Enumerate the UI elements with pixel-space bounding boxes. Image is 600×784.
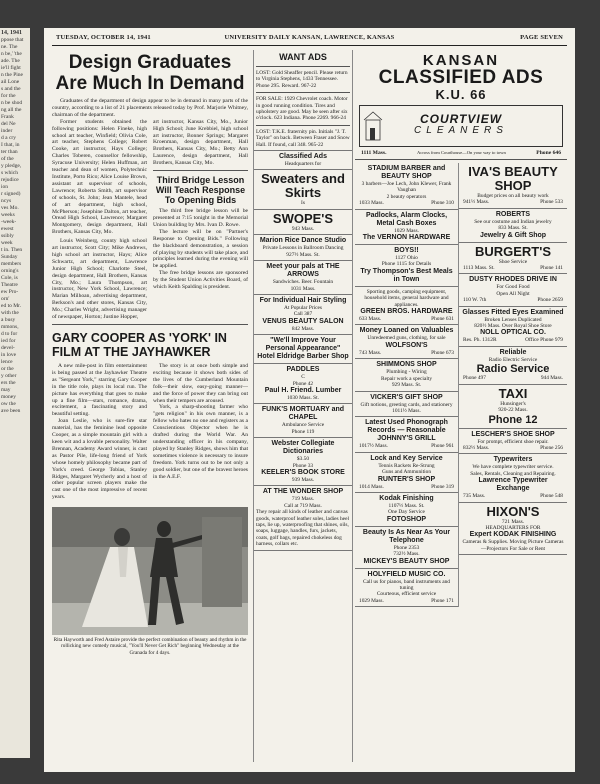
adjacent-page-line: s which xyxy=(1,170,18,176)
display-ad xyxy=(355,569,458,608)
ad-address-phone-row xyxy=(461,493,565,499)
display-ad xyxy=(355,245,458,287)
ad-s2: 732½ Mass. xyxy=(393,551,420,558)
ad-s3: 842 Mass. xyxy=(291,325,315,332)
adjacent-page-line: ng all the xyxy=(1,107,22,113)
ad-s2: 2 beauty operators xyxy=(386,193,427,200)
display-ad xyxy=(355,210,458,245)
adjacent-page-line: t in. Then xyxy=(1,247,23,253)
ad-s2: Courteous, efficient service xyxy=(376,591,437,598)
adjacent-page-line: weeks xyxy=(1,212,15,218)
adjacent-page-line: may xyxy=(1,387,11,393)
adjacent-page-line: in love xyxy=(1,352,17,358)
ad-r2: Phone 2659 xyxy=(537,297,563,304)
display-ad xyxy=(355,359,458,391)
ad-s: C xyxy=(301,374,305,381)
ad-t2: KEELER'S BOOK STORE xyxy=(261,468,345,476)
ad-s2: 833 Mass. St. xyxy=(498,225,528,232)
courtview-address: 1111 Mass. xyxy=(361,150,387,156)
ad-r1: 832½ Mass. xyxy=(463,444,490,451)
ad-s2: 927½ Mass. St. xyxy=(286,251,320,258)
adjacent-page-line: Theatre xyxy=(1,282,18,288)
article2-p3: The free bridge lessons are sponsored by the Student Union Activities Board, of which Keith Spalding is president. xyxy=(153,270,248,291)
ad-t: TAXI xyxy=(498,385,528,401)
ad-s: $3.50 xyxy=(296,456,310,463)
ad-s: At Popular Prices xyxy=(283,304,323,311)
display-ad xyxy=(355,493,458,527)
ad-s2: 820½ Mass. Over Royal Shoe Store xyxy=(474,323,552,330)
adjacent-page-line: with the xyxy=(1,310,19,316)
ad-r2: 944 Mass. xyxy=(540,375,563,382)
article2-headline: Third Bridge Lesson Will Teach Response To Opening Bids xyxy=(155,175,246,206)
article3-headline: GARY COOPER AS 'YORK' IN FILM AT THE JAYHAWKER xyxy=(52,331,227,359)
ad-t: ROBERTS xyxy=(495,210,531,218)
article1-columns xyxy=(52,119,248,321)
masthead-paper: UNIVERSITY DAILY KANSAN, LAWRENCE, KANSAS xyxy=(224,34,395,41)
ad-s: Sandwiches. Beer. Fountain xyxy=(272,279,334,286)
ad-address-phone-row xyxy=(461,297,565,303)
ad-t: BURGERT'S xyxy=(474,243,552,259)
ad-r2: Phone 533 xyxy=(540,199,563,206)
ad-s: Shoe Service xyxy=(498,258,528,265)
ad-s: 719 Mass. xyxy=(291,496,315,503)
ad-s: Gift notions, greeting cards, and stationery xyxy=(360,401,453,408)
ad-address-phone-row xyxy=(357,484,456,490)
display-ad xyxy=(254,170,352,209)
display-ad xyxy=(459,307,567,347)
ad-t: DUSTY RHODES DRIVE IN xyxy=(469,276,557,284)
ad-t: HOLYFIELD MUSIC CO. xyxy=(367,570,446,578)
adjacent-page-line: ow the xyxy=(1,401,16,407)
ad-r1: 1113 Mass. St. xyxy=(463,265,495,272)
ad-s: Ambulance Service xyxy=(281,422,325,429)
display-ad xyxy=(459,454,567,502)
ad-t: For Individual Hair Styling xyxy=(259,296,347,304)
ad-s: Radio Electric Service xyxy=(488,356,538,363)
ad-r1: 1033 Mass. xyxy=(359,200,384,207)
adjacent-page-line: money xyxy=(1,394,16,400)
adjacent-page-line: a busy xyxy=(1,317,16,323)
display-ad xyxy=(459,347,567,385)
adjacent-page-line: del Ne xyxy=(1,121,16,127)
display-ad xyxy=(355,325,458,359)
ad-r2: Office Phone 979 xyxy=(525,337,563,344)
ad-t: Padlocks, Alarm Clocks, Metal Cash Boxes xyxy=(365,211,448,227)
display-ad xyxy=(254,235,352,261)
display-ads-col2 xyxy=(254,151,352,551)
want-ads-box xyxy=(254,50,352,151)
article3-p3: The story is at once both simple and exciting because it shows both sides of the lives of the Cumberland Mountain folk—their slow, easy-going manner—and the force of power they can bring out when their tempers are aroused. xyxy=(153,363,248,404)
courtview-name: COURTVIEW xyxy=(419,112,503,126)
adjacent-page-strip xyxy=(0,28,30,758)
ad-t: Webster Collegiate Dictionaries xyxy=(271,440,335,456)
ad-t: AT THE WONDER SHOP xyxy=(262,488,344,496)
ad-address-phone-row xyxy=(461,199,565,205)
adjacent-page-line: of the xyxy=(1,156,14,162)
display-ad xyxy=(355,527,458,569)
want-ads-title: WANT ADS xyxy=(279,52,327,62)
adjacent-page-line: n be shod xyxy=(1,100,23,106)
adjacent-page-line: ew Pro- xyxy=(1,289,19,295)
ad-s: We have complete typewriter service. xyxy=(472,464,554,471)
ad-t2: Radio Service xyxy=(476,363,550,376)
ad-s: 1107½ Mass. St. xyxy=(388,502,425,509)
ad-r2: Phone 673 xyxy=(431,349,454,356)
ad-s: For prompt, efficient shoe repair. xyxy=(477,438,549,445)
ad-t2: WOLFSON'S xyxy=(385,341,428,349)
want-ad-lost-pencil: LOST: Gold Sheaffer pencil. Please return to Virginia Stephens, 1433 Tennessee. Phone 295. Reward. 967-22 xyxy=(256,70,348,89)
adjacent-page-line: week xyxy=(1,240,13,246)
adjacent-page-line: ie'll fight xyxy=(1,65,21,71)
classified-title: CLASSIFIED ADS xyxy=(378,67,544,88)
ad-t: PADDLES xyxy=(286,366,320,374)
ad-address-phone-row xyxy=(461,445,565,451)
article1-p4: art instructor, Kansas City, Mo., Junior High School; June Krebbiel, high school art instructor, Bonner Springs; Margaret Kroenman, design department, Hall Brothers, Kansas City, Mo.; Betty Ann Laurence, design department, Hall Brothers, Kansas City, Mo. xyxy=(153,118,248,167)
ad-t: Kodak Finishing xyxy=(379,494,434,502)
ad-r1: 743 Mass. xyxy=(359,349,382,356)
want-ads-column xyxy=(253,50,353,762)
ad-t: Lock and Key Service xyxy=(370,454,443,462)
ad-r2: Phone 256 xyxy=(540,444,563,451)
ad-t: Reliable xyxy=(499,348,527,356)
ad-t: HIXON'S xyxy=(486,503,540,519)
classified-grid xyxy=(355,163,567,607)
ad-s: Hunsinger's xyxy=(500,400,526,407)
adjacent-page-line: y pledge, xyxy=(1,163,22,169)
display-ad xyxy=(254,438,352,486)
ad-t: LESCHER'S SHOE SHOP xyxy=(471,430,555,438)
ad-address-phone-row xyxy=(357,598,456,604)
masthead-page: PAGE SEVEN xyxy=(520,34,563,41)
display-ad xyxy=(254,364,352,404)
ad-s: Plumbing - Wiring xyxy=(386,369,427,376)
ad-t: Meet your pals at THE ARROWS xyxy=(266,263,340,279)
ad-r1: Phone 497 xyxy=(463,375,486,382)
courtview-footer xyxy=(355,150,567,156)
ad-t: Money Loaned on Valuables xyxy=(359,327,454,335)
display-ad xyxy=(254,404,352,438)
ad-s: Call us for pianos, band instruments and tuning xyxy=(363,578,450,591)
ad-address-phone-row xyxy=(461,337,565,343)
adjacent-page-line: r signed) xyxy=(1,191,21,197)
ad-s2: Phone 33 xyxy=(292,462,314,469)
adjacent-page-line: ssibly xyxy=(1,233,14,239)
divider xyxy=(256,125,350,126)
ad-t: Glasses Fitted Eyes Examined xyxy=(462,308,564,316)
adjacent-page-line: s and the xyxy=(1,86,21,92)
ad-s3: 929 Mass. St. xyxy=(391,382,422,389)
ad-s: Private Lessons in Ballroom Dancing xyxy=(262,245,344,252)
ad-s3: 1030 Mass. St. xyxy=(286,394,320,401)
ad-t2: JOHNNY'S GRILL xyxy=(377,435,436,443)
adjacent-page-line: ave been xyxy=(1,408,21,414)
ad-t2: Jewelry & Gift Shop xyxy=(479,231,547,239)
adjacent-page-line: n the Pine xyxy=(1,72,23,78)
divider xyxy=(52,324,248,325)
ad-address-phone-row xyxy=(357,443,456,449)
ad-t2: Phone 12 xyxy=(488,413,538,426)
ad-s2: 920-22 Mass. xyxy=(498,407,528,414)
classified-phone: K.U. 66 xyxy=(435,87,487,102)
classified-header xyxy=(355,53,567,102)
adjacent-page-date: 14, 1941 xyxy=(1,30,22,36)
display-ad xyxy=(459,274,567,306)
ad-t2: Hotel Eldridge Barber Shop xyxy=(257,353,349,361)
article2-p1: The third free bridge lesson will be presented at 7:15 tonight in the Memorial Union building by Mrs. Ivan D. Rowe. xyxy=(153,208,248,228)
ad-t2: VENUS BEAUTY SALON xyxy=(262,317,344,325)
news-column xyxy=(52,50,248,762)
adjacent-page-line: Cole, is xyxy=(1,275,18,281)
display-ad xyxy=(254,151,352,170)
adjacent-page-line: ed to Mr. xyxy=(1,303,22,309)
ad-s: Budget prices on all beauty work xyxy=(477,193,549,199)
ad-t2: RUNTER'S SHOP xyxy=(377,475,436,483)
ad-r2: Phone 141 xyxy=(540,265,563,272)
ad-t: SHIMMONS SHOP xyxy=(376,361,437,369)
adjacent-page-line: ves Mo. xyxy=(1,205,19,211)
ad-r2: Phone 961 xyxy=(431,443,454,450)
want-ad-lost-pin: LOST: T.K.E. fraternity pin. Initials "J. T. Taylor" on back. Between Fraser and Snow Hall. If found, call 348. 965-22 xyxy=(256,128,350,148)
ad-t2: Paul H. Friend. Lumber xyxy=(264,386,342,394)
classified-kansan: KANSAN xyxy=(422,52,500,69)
divider xyxy=(355,159,567,160)
article1-p3: Louis Weinberg, county high school art instructor, Scott City; Mike Andrews, high school art instructor, Hays; Alice Schwartz, art department, Lawrence Junior High School; Charlotte Steel, design department, Hall Brothers, Kansas City, Mo.; Laura Thompson, art instructor, New York School, Lawrence; Marian Milhoan, advertising department, Berkson's and other stores, Kansas City, Mo.; Charles Wright, advertising manager of newspaper, Horton; Justine Hopper, xyxy=(52,238,147,321)
article1-p2: Former students obtained the following positions: Helen Fineke, high school art teacher, Winfield; Olivia Cole, art teacher, Stephens College; Robert Cooke, art instructor, Hays College; Charles Toberen, counsellor fellowship, Syracuse University; Helen Huffman, art teacher and dean of women, Polytechnic Institute, Porto Rico; Alice Louise Brown, assistant art supervisor of schools, Lawrence; Roberta Smith, art supervisor of schools, St. John; Jean Mantele, head of art department, high school, McPherson; Josephine Dalton, art teacher, Oread High School, Lawrence; Margaret Montgomery, design department, Hall Brothers, Kansas City, Mo. xyxy=(52,118,147,236)
display-ad xyxy=(459,385,567,429)
ad-s: 1029 Mass. xyxy=(394,227,419,234)
display-ad xyxy=(459,243,567,275)
adjacent-page-line: mmons, xyxy=(1,324,19,330)
ad-r1: 1029 Mass. xyxy=(359,597,384,604)
adjacent-page-line: I that, in xyxy=(1,142,20,148)
adjacent-page-line: d a cry xyxy=(1,135,16,141)
ad-r2: Phone 310 xyxy=(431,200,454,207)
ad-r1: 1017½ Mass. xyxy=(359,443,388,450)
courtview-cleaners: CLEANERS xyxy=(414,125,508,136)
ad-r2: Phone 319 xyxy=(431,483,454,490)
display-ad xyxy=(459,429,567,455)
display-ad xyxy=(355,163,458,210)
ad-address-phone-row xyxy=(461,265,565,271)
ad-r1: 735 Mass. xyxy=(463,493,486,500)
adjacent-page-line: n be,' 'the xyxy=(1,51,22,57)
adjacent-page-text xyxy=(0,37,30,415)
ad-s: 1127 Ohio xyxy=(395,255,418,262)
ad-s3: Cameras & Supplies. Moving Picture Cameras—Projectors For Sale or Rent xyxy=(462,539,564,552)
ad-t2: The VERNON HARDWARE xyxy=(362,234,451,242)
ad-t: Beauty Is As Near As Your Telephone xyxy=(362,528,451,544)
ad-s: Phone 2353 xyxy=(393,544,420,551)
adjacent-page-line: for the xyxy=(1,93,16,99)
display-ad xyxy=(254,335,352,364)
adjacent-page-line: rejudice xyxy=(1,177,19,183)
adjacent-page-line: or the xyxy=(1,366,14,372)
display-ad xyxy=(355,417,458,452)
ad-s: 943 Mass. xyxy=(291,225,315,232)
ad-r2: Phone 631 xyxy=(431,316,454,323)
ad-address-phone-row xyxy=(357,200,456,206)
adjacent-page-line: lence xyxy=(1,359,13,365)
adjacent-page-line: y other xyxy=(1,373,17,379)
ad-t: BOYS!! xyxy=(394,247,419,255)
ad-t2: MICKEY'S BEAUTY SHOP xyxy=(363,557,450,565)
display-ad xyxy=(254,295,352,335)
ad-t: VICKER'S GIFT SHOP xyxy=(370,393,443,401)
ad-s: Headquarters for xyxy=(284,161,322,168)
ad-s2: Phone 42 xyxy=(292,380,314,387)
display-ad xyxy=(459,209,567,243)
ad-t: SWOPE'S xyxy=(272,210,334,226)
article3-p2: Joan Leslie, who is sure-fire star material, has the feminine lead opposite Cooper, as a simple mountain girl with a keen wit and a lovable personality. Walter Brennan, Academy Award winner, is cast as Pastor Pile, life-long friend of York whose homely philosophy became part of York's creed. George Tobias, Stanley Ridges, Margaret Wycherly and a host of other popular screen players make the cast one of the most impressive of recent years. xyxy=(52,418,147,501)
ad-s2: 1011½ Mass. xyxy=(392,407,421,414)
dancers-photo-image xyxy=(52,507,248,635)
ad-s2: Open All Night xyxy=(496,290,530,297)
ad-s: Broken Lenses Duplicated xyxy=(484,316,542,323)
newspaper-page xyxy=(44,28,575,772)
adjacent-page-line: devel- xyxy=(1,345,15,351)
ad-t2: NOLL OPTICAL CO. xyxy=(480,329,546,337)
adjacent-page-line: ail Lone xyxy=(1,79,20,85)
ad-s: Is xyxy=(301,200,305,207)
masthead-date: TUESDAY, OCTOBER 14, 1941 xyxy=(56,34,151,41)
adjacent-page-line: d to for xyxy=(1,331,18,337)
ad-t: FUNK'S MORTUARY and CHAPEL xyxy=(261,406,345,422)
article3-columns xyxy=(52,363,248,501)
ad-s: Sporting goods, camping equipment, household items, general hardware and appliances. xyxy=(364,288,449,308)
ad-s2: Call 387 xyxy=(293,311,313,318)
ad-s2: One Day Service xyxy=(388,509,425,516)
ad-s: Unredeemed guns, clothing, for sale xyxy=(367,335,446,342)
display-ad xyxy=(459,503,567,556)
ad-r1: 1014 Mass. xyxy=(359,483,384,490)
ad-s2: Repair work a specialty xyxy=(380,375,433,382)
adjacent-page-line: ade. The xyxy=(1,58,20,64)
ad-s2: Guns and Ammunition xyxy=(381,469,432,476)
adjacent-page-line: ewest xyxy=(1,226,14,232)
ad-t: Typewriters xyxy=(493,456,533,464)
ad-t: Sweaters and Skirts xyxy=(261,171,345,201)
ad-s2: Phone 119 xyxy=(291,428,315,435)
display-ad xyxy=(355,453,458,493)
ad-s: Tennis Rackets Re-Strung xyxy=(378,462,435,469)
masthead xyxy=(48,34,571,44)
adjacent-page-line: members xyxy=(1,261,22,267)
ad-t: IVA'S BEAUTY SHOP xyxy=(468,164,558,193)
ad-t: "We'll Improve Your Personal Appearance" xyxy=(265,337,341,353)
courtview-phone: Phone 646 xyxy=(536,150,561,156)
adjacent-page-line: orning's xyxy=(1,268,19,274)
divider xyxy=(153,170,248,171)
want-ad-for-sale-car: FOR SALE: 1929 Chevrolet coach. Motor in good running condition. Tires and upholstery are good. May be seen after six o'clock. 623 Indiana. Phone 2269. 966-24 xyxy=(256,96,348,122)
ad-s2: Phone 1115 for Details xyxy=(381,261,432,268)
movie-still-photo xyxy=(52,507,248,635)
courtview-note: Across from Courthouse—On your way to town xyxy=(416,150,506,155)
adjacent-page-line: inder xyxy=(1,128,13,134)
photo-caption: Rita Hayworth and Fred Astaire provide the perfect combination of beauty and rhythm in the rollicking new comedy musical, "You'll Never Get Rich" beginning Wednesday at the Granada for 4 days. xyxy=(53,637,247,656)
masthead-rule xyxy=(52,45,567,46)
ad-t: STADIUM BARBER and BEAUTY SHOP xyxy=(367,165,446,180)
ad-s: For Good Food xyxy=(496,284,530,291)
classified-subcolumn-right xyxy=(459,163,567,607)
ad-s2: 1031 Mass. xyxy=(290,285,316,292)
adjacent-page-line: -week- xyxy=(1,219,17,225)
ad-s: See our costume and Indian jewelry xyxy=(474,218,552,225)
display-ad xyxy=(254,210,352,235)
article1-headline: Design Graduates Are Much In Demand xyxy=(55,52,245,94)
adjacent-page-line: Frank xyxy=(1,114,14,120)
ad-r1: 110 W. 7th xyxy=(463,297,487,304)
ad-t2: Lawrence Typewriter Exchange xyxy=(478,477,548,493)
ad-r1: 941½ Mass. xyxy=(463,199,490,206)
article3-p4: York, a sharp-shooting farmer who "gets religion" in his own manner, is a fellow who hates no one and registers as a Conscientious Objector when he is drafted during the World War. An understanding officer in his company, played by Stanley Ridges, shows him that sometimes violence is necessary to insure freedom. York turns out to be not only a good soldier, but one of the bravest heroes in the A.E.F. xyxy=(153,404,248,480)
article2-p2: The lecture will be on "Partner's Response to Opening Bids." Following the blackboard demonstration, a session of playing by students will take place, and principles learned during the evening will be applied. xyxy=(153,228,248,270)
ad-address-phone-row xyxy=(357,316,456,322)
ad-t2: FOTOSHOP xyxy=(386,515,427,523)
display-ad xyxy=(355,392,458,418)
classified-ads-column xyxy=(355,50,567,762)
ad-r2: Phone 171 xyxy=(431,597,454,604)
divider xyxy=(256,66,350,67)
adjacent-page-line: ion xyxy=(1,184,9,190)
display-ad xyxy=(254,486,352,550)
adjacent-page-line: orn' xyxy=(1,296,10,302)
ad-t: Latest Used Phonograph Records — Reasonable xyxy=(365,419,448,435)
ad-s2: Sales, Rentals, Cleaning and Repairing. xyxy=(470,470,556,477)
ad-r1: Res. Ph. 1312R xyxy=(463,337,497,344)
adjacent-page-line: ne. The xyxy=(1,44,18,50)
ad-t2: Try Thompson's Best Meals in Town xyxy=(360,267,453,283)
ad-t2: GREEN BROS. HARDWARE xyxy=(360,308,453,316)
ad-s: 3 barbers—Joe Lech, John Klewer, Frank Vaughan xyxy=(361,181,452,194)
ad-s2: HEADQUARTERS FOR xyxy=(485,524,541,531)
ad-address-phone-row xyxy=(357,350,456,356)
divider xyxy=(256,92,350,93)
ad-t2: Expert KODAK FINISHING xyxy=(469,531,557,539)
adjacent-page-line: ter than xyxy=(1,149,18,155)
classified-subcolumn-left xyxy=(355,163,459,607)
article1-p1: Graduates of the department of design appear to be in demand in many parts of the country, according to a list of 21 placements released today by Prof. Marjorie Whitney, chairman of the department. xyxy=(52,98,248,118)
ad-address-phone-row xyxy=(461,375,565,381)
adjacent-page-line: ncys xyxy=(1,198,12,204)
ad-p: They repair all kinds of leather and canvas goods, waterproof leather soles, ladies heel taps, lie up, waterproofing that shines, oils, soaps, luggage, handles, furs, jackets, coats, golf bags, repaired chokeless dog harness, collars etc. xyxy=(256,509,349,548)
adjacent-page-line: ppose that xyxy=(1,37,24,43)
ad-s3: 939 Mass. xyxy=(291,476,315,483)
ad-r2: Phone 548 xyxy=(540,493,563,500)
ad-r1: 633 Mass. xyxy=(359,316,382,323)
adjacent-page-line: ers the xyxy=(1,380,16,386)
adjacent-page-line: ied for xyxy=(1,338,16,344)
display-ad xyxy=(459,163,567,209)
ad-s2: Call at 719 Mass. xyxy=(284,502,322,509)
ad-t: Marion Rice Dance Studio xyxy=(259,237,347,245)
ad-s: 721 Mass. xyxy=(501,518,525,525)
courtview-cleaners-ad xyxy=(359,105,563,147)
article3-p1: A new mile-post in film entertainment is being passed at the Jayhawker Theatre as "Sergeant York," starring Gary Cooper in the title role, plays its local run. The picture has everything that goes to make up a fine film—stars, romance, drama, excitement, a fascinating story and beautiful setting. xyxy=(52,363,147,418)
ad-t: Classified Ads xyxy=(279,153,327,161)
display-ad xyxy=(355,287,458,326)
display-ad xyxy=(254,261,352,295)
adjacent-page-line: Sunday xyxy=(1,254,18,260)
